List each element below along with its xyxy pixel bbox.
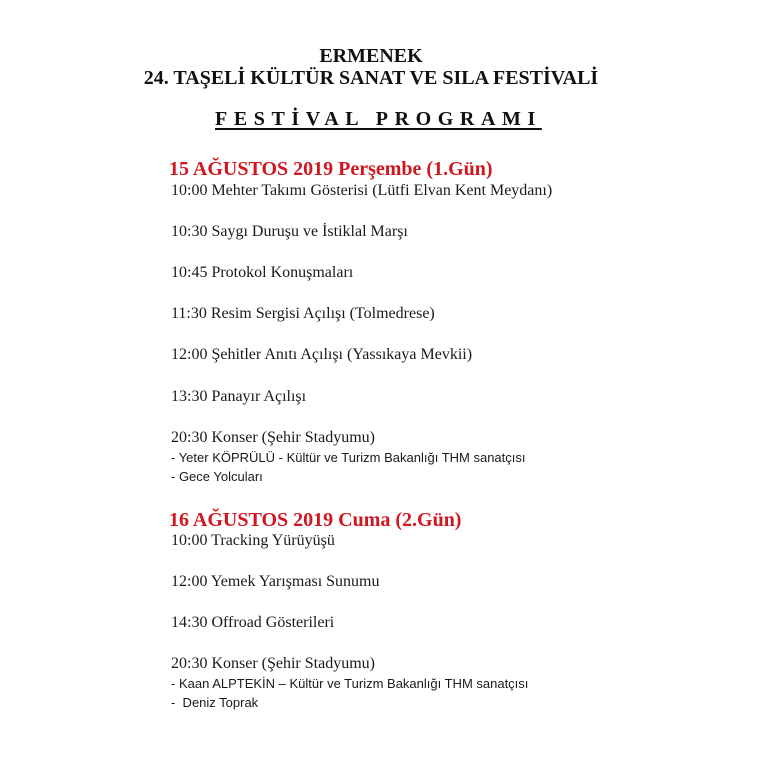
event-item: 10:00 Mehter Takımı Gösterisi (Lütfi Elvan Kent Meydanı): [171, 182, 553, 199]
event-item: 12:00 Yemek Yarışması Sunumu: [171, 573, 380, 590]
event-item: 13:30 Panayır Açılışı: [171, 388, 307, 405]
title-festival: 24. TAŞELİ KÜLTÜR SANAT VE SILA FESTİVALİ: [143, 67, 599, 89]
day-heading: 15 AĞUSTOS 2019 Perşembe (1.Gün): [169, 158, 493, 180]
subtitle-festival-program: FESTİVAL PROGRAMI: [215, 108, 542, 130]
event-item: 10:45 Protokol Konuşmaları: [171, 264, 354, 281]
event-item: 20:30 Konser (Şehir Stadyumu): [171, 655, 375, 672]
event-item: 14:30 Offroad Gösterileri: [171, 614, 335, 631]
event-item: 10:30 Saygı Duruşu ve İstiklal Marşı: [171, 223, 408, 240]
event-item: 10:00 Tracking Yürüyüşü: [171, 532, 335, 549]
title-town: ERMENEK: [319, 45, 423, 67]
performer-item: - Gece Yolcuları: [171, 469, 263, 484]
day-heading: 16 AĞUSTOS 2019 Cuma (2.Gün): [169, 509, 462, 531]
event-item: 11:30 Resim Sergisi Açılışı (Tolmedrese): [171, 305, 435, 322]
performer-item: - Kaan ALPTEKİN – Kültür ve Turizm Bakanlığı THM sanatçısı: [171, 676, 529, 691]
performer-item: - Yeter KÖPRÜLÜ - Kültür ve Turizm Bakanlığı THM sanatçısı: [171, 450, 526, 465]
event-item: 12:00 Şehitler Anıtı Açılışı (Yassıkaya Mevkii): [171, 346, 473, 363]
event-item: 20:30 Konser (Şehir Stadyumu): [171, 429, 375, 446]
performer-item: - Deniz Toprak: [171, 695, 259, 710]
